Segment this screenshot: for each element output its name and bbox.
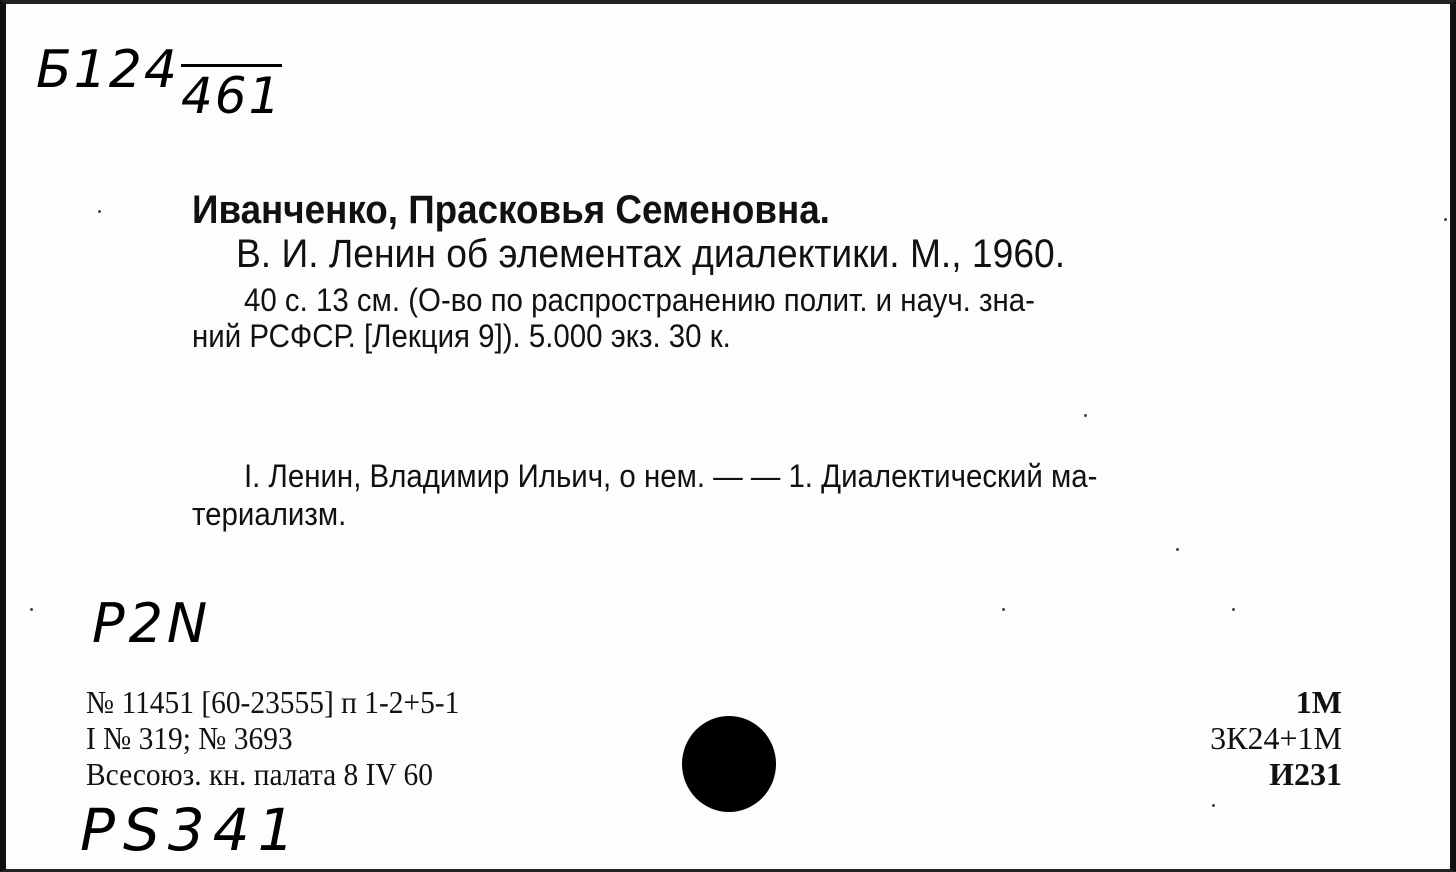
footer-left-line2: I № 319; № 3693 [86,720,293,756]
entry-subjects-line2: териализм. [192,496,347,532]
handwritten-code-top: P2N [92,592,212,655]
footer-right-line2: 3К24+1М [1210,720,1342,756]
speck [1232,608,1235,611]
handwritten-shelf-mark [36,38,283,125]
footer-left-line1: № 11451 [60-23555] п 1-2+5-1 [86,684,460,720]
speck [98,210,101,213]
entry-author: Иванченко, Прасковья Семеновна. [192,188,830,232]
speck [1212,804,1215,807]
entry-title: В. И. Ленин об элементах диалектики. М., 1960. [236,232,1066,276]
speck [1444,218,1447,221]
speck [1176,548,1179,551]
footer-right-line3: И231 [1269,756,1342,792]
speck [30,608,33,611]
entry-collation-line2: ний РСФСР. [Лекция 9]). 5.000 экз. 30 к. [192,318,731,354]
speck [1084,414,1087,417]
speck [1002,608,1005,611]
entry-collation-line1: 40 с. 13 см. (О-во по распространению полит. и науч. зна- [244,282,1035,318]
shelf-mark-sub: 461 [181,64,282,125]
card-punch-hole [682,716,776,812]
entry-subjects-line1: I. Ленин, Владимир Ильич, о нем. — — 1. Диалектический ма- [244,458,1098,494]
footer-right-line1: 1М [1295,684,1342,720]
shelf-mark-main: Б124 [36,40,179,100]
footer-left-line3: Всесоюз. кн. палата 8 IV 60 [86,756,433,792]
handwritten-code-bottom: PS341 [80,796,303,864]
